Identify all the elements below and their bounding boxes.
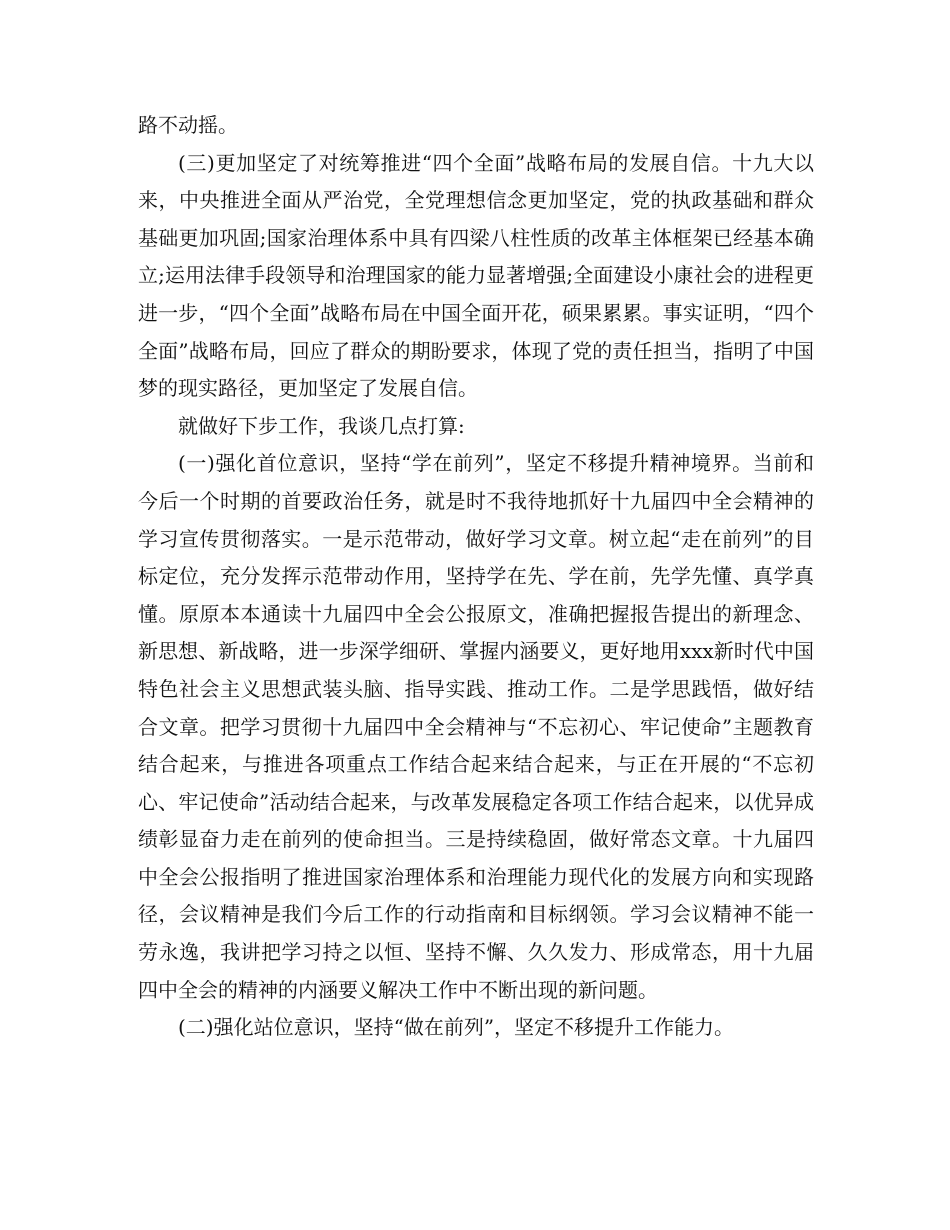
paragraph-continuation: 路不动摇。 — [138, 113, 238, 137]
paragraph-plan-one: (一)强化首位意识，坚持“学在前列”，坚定不移提升精神境界。当前和今后一个时期的首要政治任务，就是时不我待地抓好十九届四中全会精神的学习宣传贯彻落实。一是示范带动，做好学习文章。树立起“走在前列”的目标定位，充分发挥示范带动作用，坚持学在先、学在前，先学先懂、真学真懂。原原本本通读十九届四中全会公报原文，准确把握报告提出的新理念、新思想、新战略，进一步深学细研、掌握内涵要义，更好地用xxx新时代中国特色社会主义思想武装头脑、指导实践、推动工作。二是学思践悟，做好结合文章。把学习贯彻十九届四中全会精神与“不忘初心、牢记使命”主题教育结合起来，与推进各项重点工作结合起来结合起来，与正在开展的“不忘初心、牢记使命”活动结合起来，与改革发展稳定各项工作结合起来，以优异成绩彰显奋力走在前列的使命担当。三是持续稳固，做好常态文章。十九届四中全会公报指明了推进国家治理体系和治理能力现代化的发展方向和实现路径，会议精神是我们今后工作的行动指南和目标纲领。学习会议精神不能一劳永逸，我讲把学习持之以恒、坚持不懈、久久发力、形成常态，用十九届四中全会的精神的内涵要义解决工作中不断出现的新问题。 — [138, 451, 814, 1002]
paragraph-section-three: (三)更加坚定了对统筹推进“四个全面”战略布局的发展自信。十九大以来，中央推进全面从严治党，全党理想信念更加坚定，党的执政基础和群众基础更加巩固;国家治理体系中具有四梁八柱性质的改革主体框架已经基本确立;运用法律手段领导和治理国家的能力显著增强;全面建设小康社会的进程更进一步，“四个全面”战略布局在中国全面开花，硕果累累。事实证明，“四个全面”战略布局，回应了群众的期盼要求，体现了党的责任担当，指明了中国梦的现实路径，更加坚定了发展自信。 — [138, 150, 814, 401]
paragraph-plan-two: (二)强化站位意识，坚持“做在前列”，坚定不移提升工作能力。 — [178, 1015, 735, 1040]
body-text — [138, 107, 814, 1047]
paragraph-plans-intro: 就做好下步工作，我谈几点打算: — [178, 413, 465, 438]
